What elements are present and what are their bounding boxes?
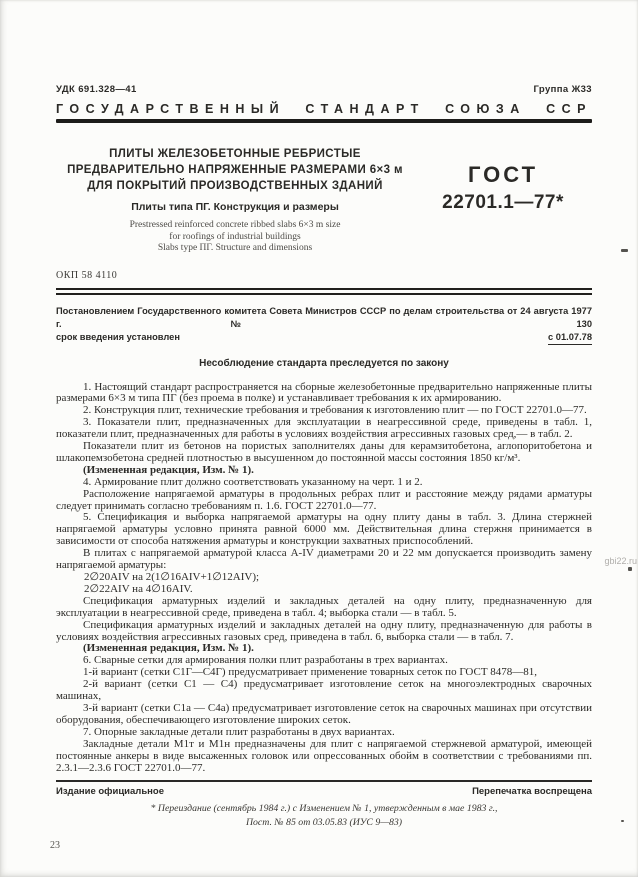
site-watermark: gbi22.ru	[604, 556, 637, 566]
reprint-prohibited-label: Перепечатка воспрещена	[472, 786, 592, 798]
document-title-line1: ПЛИТЫ ЖЕЛЕЗОБЕТОННЫЕ РЕБРИСТЫЕ	[109, 148, 361, 160]
group-code: Группа Ж33	[533, 84, 592, 95]
gost-number: 22701.1—77*	[442, 192, 564, 213]
body-paragraph: 4. Армирование плит должно соответствовать указанному на черт. 1 и 2.	[83, 475, 423, 488]
document-title-line3: ДЛЯ ПОКРЫТИЙ ПРОИЗВОДСТВЕННЫХ ЗДАНИЙ	[87, 180, 383, 192]
body-paragraph: 1-й вариант (сетки С1Г—С4Г) предусматривает применение товарных сеток по ГОСТ 8478—81,	[83, 666, 538, 679]
body-paragraph: В плитах с напрягаемой арматурой класса А-IV диаметрами 20 и 22 мм допускается производить замену напрягаемой арматуры:	[56, 547, 592, 572]
enactment-clause	[56, 305, 592, 345]
body-paragraph: 3-й вариант (сетки С1а — С4а) предусматривает изготовление сеток на сварочных машинах при отсутствии оборудования, обеспечивающего изготовление широких сеток.	[56, 701, 592, 726]
rebar-substitution-formula: 2∅22АIV на 4∅16АIV.	[84, 582, 193, 595]
amendment-note: (Измененная редакция, Изм. № 1).	[83, 642, 254, 655]
body-paragraph: 5. Спецификация и выборка напрягаемой арматуры на одну плиту даны в табл. 3. Длина стержней напрягаемой арматуры условно принята равной 6000 мм. Действительная длина стержня принимается в зависимости от способа натяжения арматуры и конструкции захватных приспособлений.	[56, 511, 592, 548]
classification-row	[56, 84, 592, 95]
scan-speck	[621, 249, 628, 252]
page-number: 23	[50, 840, 60, 851]
standard-designation	[414, 146, 592, 255]
document-subtitle: Плиты типа ПГ. Конструкция и размеры	[131, 201, 339, 213]
body-paragraph: Показатели плит из бетонов на пористых заполнителях даны для керамзитобетона, аглопоритобетона и шлакопемзобетона средней плотностью в высушенном до постоянной массы состояния 1850 кг/м³.	[56, 440, 592, 464]
footer-row	[56, 786, 592, 797]
body-paragraph: 2-й вариант (сетки С1 — С4) предусматривает изготовление сеток на многоэлектродных сварочных машинах,	[56, 678, 592, 703]
amendment-note: (Измененная редакция, Изм. № 1).	[83, 463, 254, 476]
english-title-line2: for roofings of industrial buildings	[169, 231, 301, 242]
standard-org-header: ГОСУДАРСТВЕННЫЙ СТАНДАРТ СОЮЗА ССР	[56, 102, 592, 116]
document-body	[56, 382, 592, 775]
udk-code: УДК 691.328—41	[56, 84, 137, 95]
rebar-substitution-formula: 2∅20АIV на 2(1∅16АIV+1∅12АIV);	[84, 571, 260, 583]
body-paragraph: 7. Опорные закладные детали плит разработаны в двух вариантах.	[83, 725, 395, 738]
effective-date: с 01.07.78	[548, 331, 592, 345]
enactment-effective-row	[56, 331, 592, 345]
gost-label: ГОСТ	[467, 162, 539, 187]
enactment-term-label: срок введения установлен	[56, 331, 180, 342]
body-paragraph: 3. Показатели плит, предназначенных для эксплуатации в неагрессивной среде, приведены в табл. 1, показатели плит, предназначенных для работы в условиях воздействия агрессивных газовых сред,— в табл. 2.	[56, 416, 592, 441]
english-title	[56, 220, 414, 255]
reissue-footnote-line2: Пост. № 85 от 03.05.83 (ИУС 9—83)	[245, 816, 403, 828]
english-title-line1: Prestressed reinforced concrete ribbed slabs 6×3 m size	[129, 220, 341, 230]
reissue-footnote-line1: * Переиздание (сентябрь 1984 г.) с Изменением № 1, утвержденным в мае 1983 г.,	[150, 803, 498, 815]
english-title-line3: Slabs type ПГ. Structure and dimensions	[157, 243, 313, 253]
okp-code: ОКП 58 4110	[56, 269, 118, 281]
official-edition-label: Издание официальное	[56, 786, 164, 798]
body-paragraph: Закладные детали М1т и М1н предназначены для плит с напрягаемой стержневой арматурой, имеющей постоянные анкеры в виде высаженных головок или опрессованных обойм в соответствии с требованиями пп. 2.3.1—2.3.6 ГОСТ 22701.0—77.	[56, 737, 592, 774]
enactment-text: Постановлением Государственного комитета Совета Министров СССР по делам строительства от 24 августа 1977 г. № 130	[56, 305, 592, 329]
document-title-line2: ПРЕДВАРИТЕЛЬНО НАПРЯЖЕННЫЕ РАЗМЕРАМИ 6×3 м	[67, 164, 403, 176]
title-zone	[56, 146, 592, 255]
body-paragraph: 1. Настоящий стандарт распространяется на сборные железобетонные предварительно напряженные плиты размерами 6×3 м типа ПГ (без проема в полке) и устанавливает требования к их армированию.	[56, 380, 592, 405]
law-notice: Несоблюдение стандарта преследуется по закону	[199, 357, 449, 369]
body-paragraph: 2. Конструкция плит, технические требования и требования к изготовлению плит — по ГОСТ 22701.0—77.	[83, 404, 587, 417]
header-rule	[56, 119, 592, 123]
body-paragraph: Расположение напрягаемой арматуры в продольных ребрах плит и расстояние между рядами арматуры следует принимать согласно требованиям п. 1.6. ГОСТ 22701.0—77.	[56, 487, 592, 512]
section-rule	[56, 288, 592, 295]
scan-speck	[628, 567, 632, 571]
body-paragraph: 6. Сварные сетки для армирования полки плит разработаны в трех вариантах.	[83, 654, 448, 667]
body-paragraph: Спецификация арматурных изделий и закладных деталей на одну плиту, предназначенную для эксплуатации в неагрессивной среде, приведена в табл. 4; выборка стали — в табл. 5.	[56, 594, 592, 619]
title-block	[56, 146, 414, 255]
body-paragraph: Спецификация арматурных изделий и закладных деталей на одну плиту, предназначенную для работы в условиях воздействия агрессивных газовых сред, приведена в табл. 6, выборка стали — в табл. 7.	[56, 618, 592, 643]
scan-speck	[621, 820, 624, 822]
footer-rule	[56, 780, 592, 782]
reissue-footnote	[56, 802, 592, 829]
